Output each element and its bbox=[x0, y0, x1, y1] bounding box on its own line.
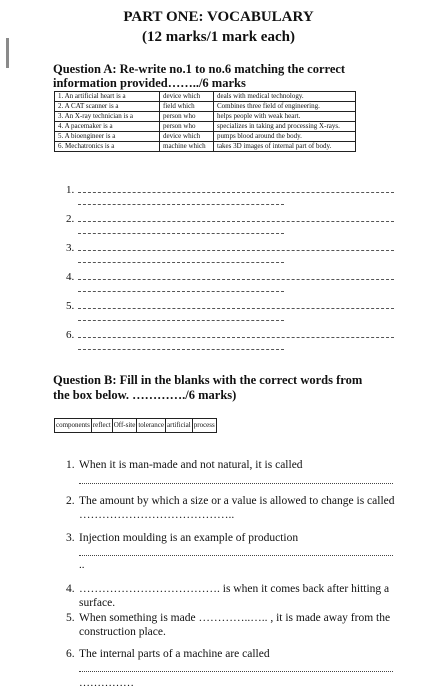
answer-blank-3[interactable] bbox=[79, 555, 393, 556]
answer-number: 3. bbox=[66, 242, 75, 254]
table-cell: takes 3D images of internal part of body. bbox=[214, 142, 356, 152]
table-cell: specializes in taking and processing X-rays. bbox=[214, 122, 356, 132]
item-number: 6. bbox=[66, 648, 75, 660]
item-number: 3. bbox=[66, 532, 75, 544]
item-text: When something is made …………..….. , it is made away from the construction place. bbox=[79, 612, 391, 638]
word-box-row bbox=[55, 419, 217, 433]
answer-dash-line bbox=[78, 204, 284, 205]
answer-dash-line bbox=[78, 279, 394, 280]
table-row bbox=[55, 122, 356, 132]
item-number: 1. bbox=[66, 459, 75, 471]
item-number: 5. bbox=[66, 612, 75, 624]
answer-number: 2. bbox=[66, 213, 75, 225]
item-text: ………………………………. is when it comes back after hitting a surface. bbox=[79, 583, 390, 609]
answer-blank-6[interactable] bbox=[79, 671, 393, 672]
word-box-cell: process bbox=[192, 419, 216, 433]
word-box-cell: components bbox=[55, 419, 92, 433]
item-number: 2. bbox=[66, 495, 75, 507]
answer-number: 4. bbox=[66, 271, 75, 283]
table-cell: pumps blood around the body. bbox=[214, 132, 356, 142]
word-box-cell: tolerance bbox=[137, 419, 166, 433]
answer-blank-1[interactable] bbox=[79, 483, 393, 484]
item-number: 4. bbox=[66, 583, 75, 595]
table-cell: 4. A pacemaker is a bbox=[55, 122, 160, 132]
table-cell: device which bbox=[160, 92, 214, 102]
answer-dash-line bbox=[78, 291, 284, 292]
item-text: The internal parts of a machine are called bbox=[79, 648, 270, 660]
word-box bbox=[54, 418, 217, 433]
page-subtitle: (12 marks/1 mark each) bbox=[142, 29, 295, 45]
table-cell: Combines three field of engineering. bbox=[214, 102, 356, 112]
question-b-line1: Question B: Fill in the blanks with the correct words from bbox=[53, 373, 363, 387]
table-cell: 5. A bioengineer is a bbox=[55, 132, 160, 142]
answer-number: 1. bbox=[66, 184, 75, 196]
table-row bbox=[55, 112, 356, 122]
item-6-trail: …………… bbox=[79, 677, 134, 689]
table-row bbox=[55, 92, 356, 102]
question-a-line2: information provided……../6 marks bbox=[53, 76, 246, 90]
word-box-cell: artificial bbox=[166, 419, 193, 433]
matching-table bbox=[54, 91, 356, 152]
item-text: Injection moulding is an example of production bbox=[79, 532, 299, 544]
table-cell: field which bbox=[160, 102, 214, 112]
table-cell: device which bbox=[160, 132, 214, 142]
word-box-cell: Off-site bbox=[112, 419, 137, 433]
item-3-trail: .. bbox=[79, 559, 85, 571]
question-b-line2: the box below. …………./6 marks) bbox=[53, 388, 237, 402]
table-cell: helps people with weak heart. bbox=[214, 112, 356, 122]
answer-number: 6. bbox=[66, 329, 75, 341]
question-a-line1: Question A: Re-write no.1 to no.6 matching the correct bbox=[53, 62, 346, 76]
table-cell: 2. A CAT scanner is a bbox=[55, 102, 160, 112]
table-cell: 1. An artificial heart is a bbox=[55, 92, 160, 102]
answer-dash-line bbox=[78, 192, 394, 193]
table-cell: machine which bbox=[160, 142, 214, 152]
table-row bbox=[55, 142, 356, 152]
answer-dash-line bbox=[78, 337, 394, 338]
answer-number: 5. bbox=[66, 300, 75, 312]
answer-dash-line bbox=[78, 250, 394, 251]
answer-dash-line bbox=[78, 320, 284, 321]
table-cell: 6. Mechatronics is a bbox=[55, 142, 160, 152]
table-cell: person who bbox=[160, 112, 214, 122]
answer-dash-line bbox=[78, 349, 284, 350]
table-row bbox=[55, 132, 356, 142]
answer-dash-line bbox=[78, 233, 284, 234]
table-row bbox=[55, 102, 356, 112]
answer-dash-line bbox=[78, 221, 394, 222]
item-text: When it is man-made and not natural, it is called bbox=[79, 459, 303, 471]
answer-dash-line bbox=[78, 262, 284, 263]
item-text: The amount by which a size or a value is allowed to change is called ………………………………….. bbox=[79, 495, 395, 521]
table-cell: 3. An X-ray technician is a bbox=[55, 112, 160, 122]
table-cell: person who bbox=[160, 122, 214, 132]
table-cell: deals with medical technology. bbox=[214, 92, 356, 102]
answer-dash-line bbox=[78, 308, 394, 309]
word-box-cell: reflect bbox=[91, 419, 112, 433]
page-title: PART ONE: VOCABULARY bbox=[123, 9, 314, 25]
